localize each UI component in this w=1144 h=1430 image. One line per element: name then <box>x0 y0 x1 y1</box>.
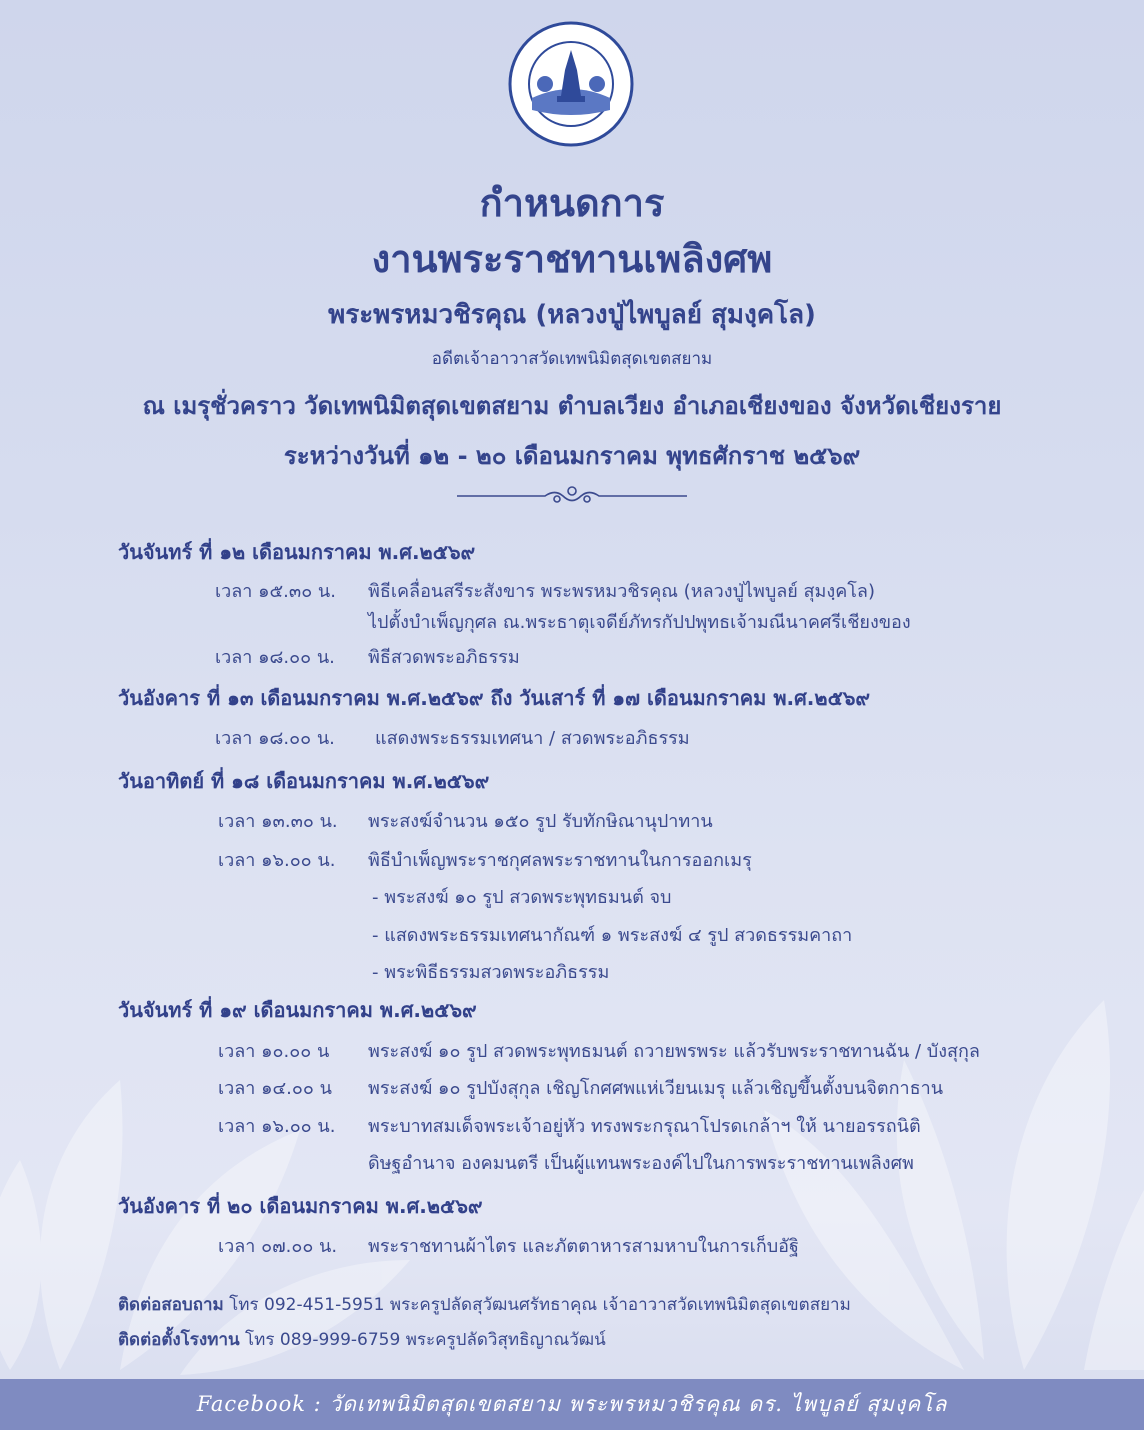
event-description: พิธีบำเพ็ญพระราชกุศลพระราชทานในการออกเมรุ <box>368 850 752 871</box>
contact-phone-text: โทร 092-451-5951 พระครูปลัดสุวัฒนศรัทธาคุณ เจ้าอาวาสวัดเทพนิมิตสุดเขตสยาม <box>223 1295 851 1315</box>
title-former-abbot: อดีตเจ้าอาวาสวัดเทพนิมิตสุดเขตสยาม <box>431 349 713 369</box>
contact-phone-text: โทร 089-999-6759 พระครูปลัดวิสุทธิญาณวัฒน์ <box>239 1330 606 1350</box>
lotus-decoration-right-icon <box>724 760 1144 1380</box>
contact-almshouse <box>118 1326 606 1353</box>
time-label: เวลา ๑๕.๓๐ น. <box>215 581 336 602</box>
day-heading-1: วันจันทร์ ที่ ๑๒ เดือนมกราคม พ.ศ.๒๕๖๙ <box>118 540 476 564</box>
event-description: พระสงฆ์ ๑๐ รูปบังสุกุล เชิญโกศศพแห่เวียนเมรุ แล้วเชิญขึ้นตั้งบนจิตกาธาน <box>368 1078 944 1099</box>
time-label: เวลา ๑๘.๐๐ น. <box>215 728 335 749</box>
event-description: พิธีเคลื่อนสรีระสังขาร พระพรหมวชิรคุณ (หลวงปู่ไพบูลย์ สุมงฺคโล) <box>368 581 875 602</box>
event-description: พระบาทสมเด็จพระเจ้าอยู่หัว ทรงพระกรุณาโปรดเกล้าฯ ให้ นายอรรถนิติ <box>368 1116 921 1137</box>
event-description-cont: ดิษฐอำนาจ องคมนตรี เป็นผู้แทนพระองค์ไปในการพระราชทานเพลิงศพ <box>368 1153 914 1174</box>
contact-label: ติดต่อสอบถาม <box>118 1295 224 1315</box>
ornament-divider-icon <box>455 483 689 509</box>
event-description: พระสงฆ์ ๑๐ รูป สวดพระพุทธมนต์ ถวายพรพระ แล้วรับพระราชทานฉัน / บังสุกุล <box>368 1041 980 1062</box>
sub-event-item: - แสดงพระธรรมเทศนากัณฑ์ ๑ พระสงฆ์ ๔ รูป สวดธรรมคาถา <box>372 925 853 946</box>
day-heading-2: วันอังคาร ที่ ๑๓ เดือนมกราคม พ.ศ.๒๕๖๙ ถึง วันเสาร์ ที่ ๑๗ เดือนมกราคม พ.ศ.๒๕๖๙ <box>118 686 871 710</box>
sub-event-item: - พระสงฆ์ ๑๐ รูป สวดพระพุทธมนต์ จบ <box>372 887 672 908</box>
facebook-footer-text: Facebook : วัดเทพนิมิตสุดเขตสยาม พระพรหมวชิรคุณ ดร. ไพบูลย์ สุมงฺคโล <box>196 1392 948 1416</box>
day-heading-3: วันอาทิตย์ ที่ ๑๘ เดือนมกราคม พ.ศ.๒๕๖๙ <box>118 769 490 793</box>
event-description: พระสงฆ์จำนวน ๑๕๐ รูป รับทักษิณานุปาทาน <box>368 811 713 832</box>
contact-inquiry <box>118 1291 851 1318</box>
time-label: เวลา ๑๖.๐๐ น. <box>218 1116 336 1137</box>
time-label: เวลา ๑๖.๐๐ น. <box>218 850 336 871</box>
time-label: เวลา ๑๔.๐๐ น <box>218 1078 332 1099</box>
sub-event-item: - พระพิธีธรรมสวดพระอภิธรรม <box>372 962 610 983</box>
event-description: พิธีสวดพระอภิธรรม <box>368 647 520 668</box>
event-description-cont: ไปตั้งบำเพ็ญกุศล ณ.พระธาตุเจดีย์ภัทรกัปปพุทธเจ้ามณีนาคศรีเชียงของ <box>368 612 911 633</box>
event-description: แสดงพระธรรมเทศนา / สวดพระอภิธรรม <box>375 728 690 749</box>
title-location: ณ เมรุชั่วคราว วัดเทพนิมิตสุดเขตสยาม ตำบลเวียง อำเภอเชียงของ จังหวัดเชียงราย <box>142 392 1002 420</box>
title-dates: ระหว่างวันที่ ๑๒ - ๒๐ เดือนมกราคม พุทธศักราช ๒๕๖๙ <box>283 442 861 470</box>
title-monk-name: พระพรหมวชิรคุณ (หลวงปู่ไพบูลย์ สุมงฺคโล) <box>328 300 816 330</box>
day-heading-5: วันอังคาร ที่ ๒๐ เดือนมกราคม พ.ศ.๒๕๖๙ <box>118 1194 483 1218</box>
event-description: พระราชทานผ้าไตร และภัตตาหารสามหาบในการเก็บอัฐิ <box>368 1236 799 1257</box>
time-label: เวลา ๑๐.๐๐ น <box>218 1041 330 1062</box>
time-label: เวลา ๑๘.๐๐ น. <box>215 647 335 668</box>
title-schedule: กำหนดการ <box>479 181 665 225</box>
temple-logo-icon <box>507 20 635 148</box>
time-label: เวลา ๑๓.๓๐ น. <box>218 811 338 832</box>
contact-label: ติดต่อตั้งโรงทาน <box>118 1330 240 1350</box>
time-label: เวลา ๐๗.๐๐ น. <box>218 1236 338 1257</box>
title-ceremony: งานพระราชทานเพลิงศพ <box>371 237 773 281</box>
day-heading-4: วันจันทร์ ที่ ๑๙ เดือนมกราคม พ.ศ.๒๕๖๙ <box>118 998 477 1022</box>
